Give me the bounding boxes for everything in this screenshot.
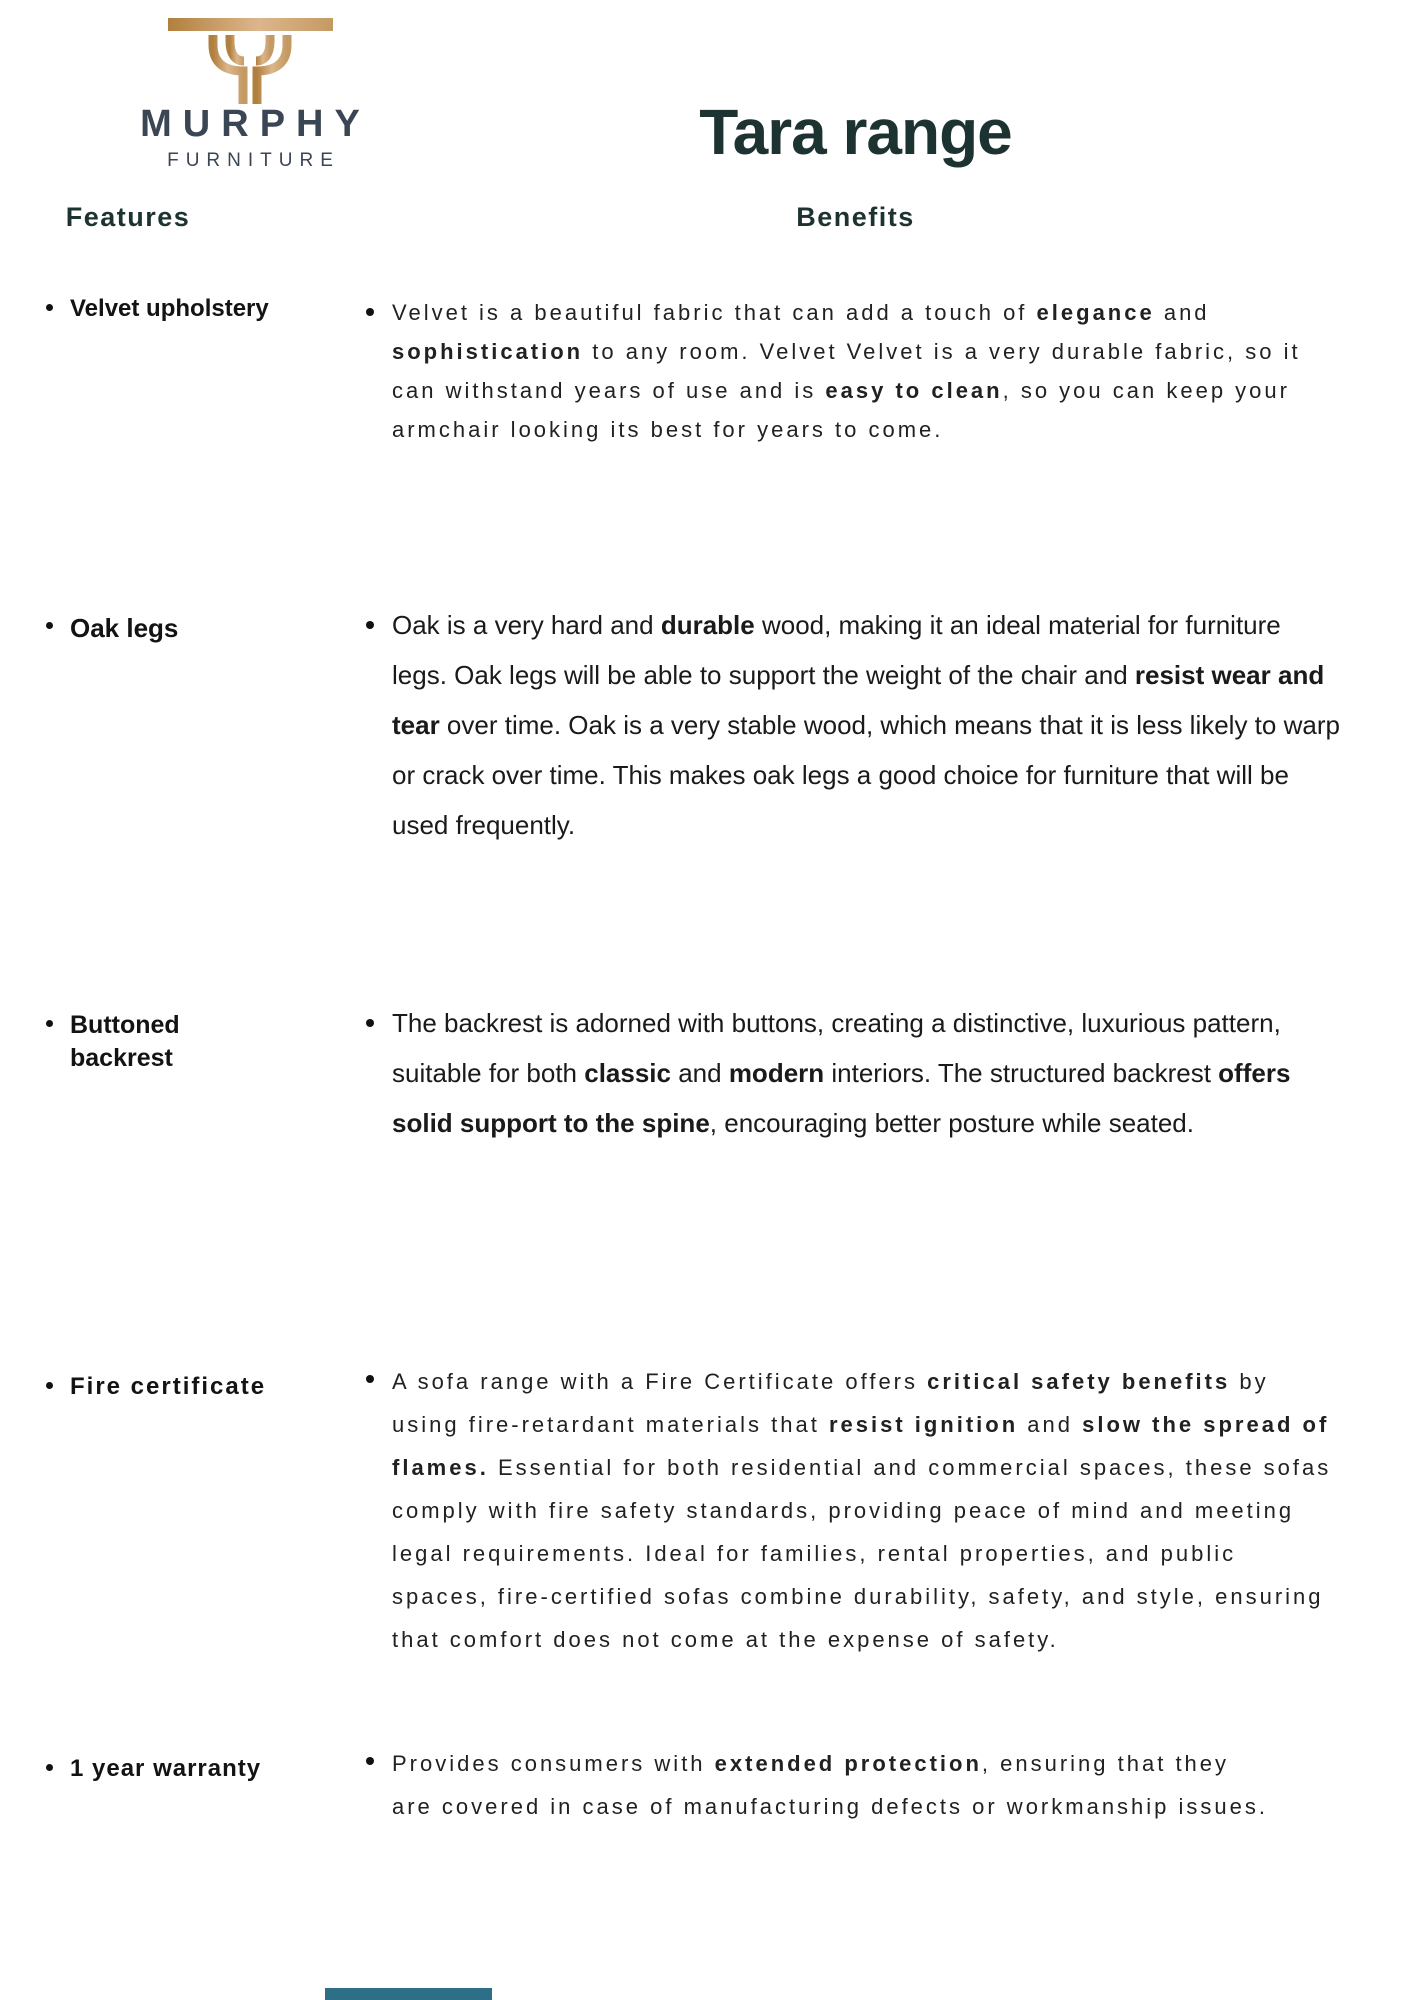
benefit-bold-segment: elegance	[1036, 300, 1155, 325]
feature-bullet-icon	[46, 1020, 53, 1027]
feature-bullet-icon	[46, 1764, 53, 1771]
benefit-segment: , ensuring that they are covered in case of manufacturing defects or workmanship issues.	[392, 1751, 1268, 1819]
feature-cell	[46, 1753, 346, 1785]
brand-name: MURPHY	[140, 103, 371, 145]
feature-cell	[46, 611, 346, 645]
benefit-cell	[366, 1360, 1366, 1661]
benefit-segment: to any room. Velvet Velvet is a very durable fabric, so it can withstand years of use and is	[392, 339, 1301, 403]
feature-label: Fire certificate	[70, 1373, 267, 1400]
benefit-text	[392, 293, 1342, 449]
feature-bullet-icon	[46, 304, 53, 311]
benefit-bold-segment: critical safety benefits	[927, 1369, 1231, 1394]
logo-top-bar	[168, 18, 333, 31]
feature-cell	[46, 1371, 346, 1403]
benefit-bold-segment: sophistication	[392, 339, 584, 364]
benefit-cell	[366, 1742, 1366, 1828]
benefit-segment: Oak is a very hard and	[392, 610, 661, 640]
benefit-segment: wood, making it an ideal material for furniture legs. Oak legs will be able to support the weight of the chair and	[392, 610, 1281, 690]
feature-cell	[46, 293, 346, 325]
benefit-bold-segment: durable	[660, 610, 755, 640]
benefit-bullet-icon	[366, 308, 374, 316]
feature-label: Buttoned backrest	[70, 1011, 180, 1072]
features-column-header: Features	[65, 202, 191, 232]
benefit-bullet-icon	[366, 1019, 374, 1027]
benefit-segment: and	[1154, 300, 1210, 325]
feature-bullet-icon	[46, 1382, 53, 1389]
benefit-bold-segment: classic	[584, 1058, 671, 1088]
benefit-cell	[366, 293, 1366, 449]
feature-label: Oak legs	[70, 613, 179, 643]
feature-bullet-icon	[46, 622, 53, 629]
benefit-bold-segment: easy to clean	[825, 378, 1003, 403]
benefit-segment: and	[670, 1058, 729, 1088]
benefit-bold-segment: resist wear and tear	[392, 660, 1325, 740]
feature-label: 1 year warranty	[70, 1755, 262, 1782]
benefit-segment: The backrest is adorned with buttons, creating a distinctive, luxurious pattern, suitable for both	[392, 1008, 1281, 1088]
benefit-segment: Provides consumers with	[392, 1751, 715, 1776]
brand-subtitle: FURNITURE	[167, 150, 340, 171]
benefit-bold-segment: slow the spread of flames.	[392, 1412, 1330, 1480]
benefit-bold-segment: resist ignition	[828, 1412, 1019, 1437]
benefit-bullet-icon	[366, 1375, 374, 1383]
benefit-segment: Velvet is a beautiful fabric that can add a touch of	[392, 300, 1037, 325]
benefit-segment: interiors. The structured backrest	[824, 1058, 1219, 1088]
feature-cell	[46, 1009, 346, 1075]
murphy-furniture-logo-icon	[200, 33, 300, 107]
benefit-bullet-icon	[366, 1757, 374, 1765]
benefit-segment: and	[1018, 1412, 1083, 1437]
bottom-accent-bar	[325, 1988, 492, 2000]
benefits-column-header: Benefits	[796, 202, 915, 232]
benefit-cell	[366, 600, 1366, 850]
benefit-segment: , encouraging better posture while seated.	[709, 1108, 1194, 1138]
benefit-segment: over time. Oak is a very stable wood, which means that it is less likely to warp or crack over time. This makes oak legs a good choice for furniture that will be used frequently.	[392, 710, 1340, 840]
benefit-text	[392, 1742, 1272, 1828]
benefit-cell	[366, 998, 1366, 1148]
benefit-segment: , so you can keep your armchair looking its best for years to come.	[392, 378, 1290, 442]
benefit-text	[392, 600, 1342, 850]
benefit-bold-segment: modern	[728, 1058, 825, 1088]
benefit-segment: A sofa range with a Fire Certificate offers	[392, 1369, 928, 1394]
benefit-text	[392, 998, 1342, 1148]
benefit-bold-segment: extended protection	[714, 1751, 982, 1776]
benefit-segment: Essential for both residential and commercial spaces, these sofas comply with fire safety standards, providing peace of mind and meeting legal requirements. Ideal for families, rental properties, and public spaces, fire-certified sofas combine durability, safety, and style, ensuring that comfort does not come at the expense of safety.	[392, 1455, 1332, 1652]
page-title: Tara range	[699, 95, 1012, 168]
benefit-segment: by using fire-retardant materials that	[392, 1369, 1269, 1437]
feature-label: Velvet upholstery	[70, 295, 269, 322]
benefit-text	[392, 1360, 1342, 1661]
benefit-bold-segment: offers solid support to the spine	[392, 1058, 1291, 1138]
benefit-bullet-icon	[366, 621, 374, 629]
